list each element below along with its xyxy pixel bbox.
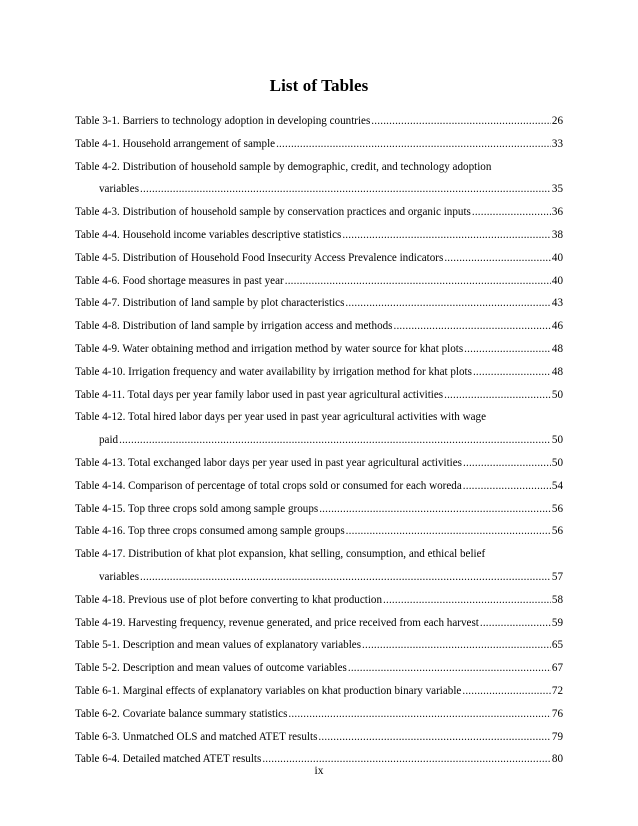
toc-entry-title: Table 4-3. Distribution of household sample by conservation practices and organic inputs [75,206,471,219]
toc-entry[interactable] [75,406,563,452]
toc-entry-line [75,292,563,315]
toc-entry-title-continuation: paid [99,434,119,447]
toc-entry-line [75,178,563,201]
dot-leader [345,292,550,315]
toc-entry-line [75,270,563,293]
toc-entry-page: 80 [551,753,563,766]
toc-entry-title: Table 6-2. Covariate balance summary statistics [75,707,288,720]
toc-entry-line [75,133,563,156]
dot-leader [444,384,551,407]
dot-leader [348,657,551,680]
toc-entry-title: Table 3-1. Barriers to technology adoption in developing countries [75,115,371,127]
toc-entry[interactable] [75,589,563,612]
toc-entry-page: 67 [551,662,563,675]
toc-entry-title: Table 6-3. Unmatched OLS and matched ATET results [75,730,318,743]
toc-entry-title: Table 4-15. Top three crops sold among sample groups [75,502,319,515]
toc-entry[interactable] [75,292,563,315]
toc-entry-title: Table 4-9. Water obtaining method and irrigation method by water source for khat plots [75,342,464,355]
toc-entry-title: Table 4-7. Distribution of land sample by plot characteristics [75,297,345,310]
toc-entry-page: 50 [551,388,563,401]
dot-leader [140,178,551,201]
toc-entry[interactable] [75,612,563,635]
toc-entry-page: 50 [551,456,563,469]
toc-entry[interactable] [75,224,563,247]
toc-entry-page: 46 [551,320,563,333]
toc-entry-title: Table 4-1. Household arrangement of sample [75,137,276,150]
toc-entry[interactable] [75,543,563,589]
toc-entry-line [75,589,563,612]
toc-entry-line [75,657,563,680]
toc-entry[interactable] [75,133,563,156]
toc-entry-line [75,566,563,589]
dot-leader [276,133,551,156]
toc-entry[interactable] [75,156,563,202]
toc-entry[interactable] [75,315,563,338]
toc-entry-title: Table 6-1. Marginal effects of explanatory variables on khat production binary variable [75,684,462,697]
toc-entry-line [75,612,563,635]
dot-leader [342,224,551,247]
toc-entry-page: 58 [551,593,563,606]
toc-entry-title-continuation: variables [99,183,140,196]
dot-leader [319,498,551,521]
toc-entry[interactable] [75,680,563,703]
toc-entry-title: Table 4-11. Total days per year family labor used in past year agricultural activities [75,388,444,401]
dot-leader [318,726,551,749]
toc-entry[interactable] [75,110,563,133]
toc-entry[interactable] [75,338,563,361]
toc-entry-page: 48 [551,342,563,355]
dot-leader [444,247,551,270]
toc-entry-title: Table 4-17. Distribution of khat plot expansion, khat selling, consumption, and ethical belief [75,548,486,561]
toc-entry-title: Table 5-2. Description and mean values of outcome variables [75,662,347,675]
toc-entry-line [75,315,563,338]
toc-entry[interactable] [75,634,563,657]
toc-entry-page: 59 [551,616,563,629]
toc-entry-title: Table 4-13. Total exchanged labor days per year used in past year agricultural activities [75,456,462,469]
toc-entry-page: 33 [551,137,563,150]
dot-leader [393,315,550,338]
page-title: List of Tables [269,76,369,95]
toc-entry-page: 48 [551,365,563,378]
toc-entry[interactable] [75,475,563,498]
toc-entry-page: 76 [551,707,563,720]
toc-entry-line [75,429,563,452]
toc-entry[interactable] [75,384,563,407]
toc-entry-line [75,452,563,475]
toc-entry-line [75,224,563,247]
dot-leader [383,589,551,612]
toc-entry-line [75,247,563,270]
toc-entry-line [75,361,563,384]
dot-leader [288,703,551,726]
dot-leader [119,429,551,452]
toc-entry-title: Table 4-6. Food shortage measures in past year [75,274,284,287]
toc-entry-title: Table 4-12. Total hired labor days per year used in past year agricultural activities with wage [75,411,487,424]
dot-leader [463,452,551,475]
toc-entry-page: 40 [551,274,563,287]
toc-entry-page: 50 [551,434,563,447]
toc-entry[interactable] [75,726,563,749]
toc-entry-line [75,475,563,498]
toc-entry[interactable] [75,657,563,680]
toc-entry-title: Table 6-4. Detailed matched ATET results [75,753,262,766]
dot-leader [462,680,551,703]
toc-entry-page: 72 [551,684,563,697]
toc-entry-title: Table 4-18. Previous use of plot before converting to khat production [75,593,383,606]
toc-entry-title: Table 4-4. Household income variables descriptive statistics [75,228,342,241]
table-list [75,110,563,771]
toc-entry-page: 38 [551,228,563,241]
toc-entry-page: 36 [551,206,563,219]
dot-leader [472,201,551,224]
toc-entry-page: 56 [551,502,563,515]
dot-leader [463,475,551,498]
toc-entry-title: Table 4-5. Distribution of Household Food Insecurity Access Prevalence indicators [75,251,444,264]
toc-entry-title: Table 5-1. Description and mean values of explanatory variables [75,639,362,652]
toc-entry-line [75,110,563,133]
dot-leader [346,520,551,543]
toc-entry-page: 40 [551,251,563,264]
toc-entry-title: Table 4-8. Distribution of land sample by irrigation access and methods [75,320,393,333]
toc-entry[interactable] [75,247,563,270]
page-number: ix [314,765,324,777]
toc-entry-line [75,384,563,407]
toc-entry-title-continuation: variables [99,570,140,583]
toc-entry-title: Table 4-16. Top three crops consumed among sample groups [75,525,345,538]
toc-entry-line [75,201,563,224]
dot-leader [362,634,551,657]
toc-entry[interactable] [75,498,563,521]
toc-entry-title: Table 4-14. Comparison of percentage of total crops sold or consumed for each woreda [75,479,462,492]
toc-entry-line [75,520,563,543]
toc-entry[interactable] [75,452,563,475]
toc-entry-line [75,703,563,726]
toc-entry-page: 26 [551,115,563,127]
toc-entry-line [75,498,563,521]
toc-entry-page: 35 [551,183,563,196]
toc-entry-title: Table 4-19. Harvesting frequency, revenue generated, and price received from each harvest [75,616,479,629]
toc-entry-page: 43 [551,297,563,310]
toc-entry-page: 56 [551,525,563,538]
toc-entry-page: 57 [551,570,563,583]
toc-entry-page: 79 [551,730,563,743]
toc-entry-line [75,726,563,749]
dot-leader [473,361,551,384]
dot-leader [285,270,551,293]
dot-leader [464,338,551,361]
toc-entry-page: 65 [551,639,563,652]
toc-entry[interactable] [75,703,563,726]
dot-leader [371,110,551,133]
toc-entry[interactable] [75,201,563,224]
toc-entry[interactable] [75,270,563,293]
toc-entry-line [75,634,563,657]
toc-entry-line [75,338,563,361]
toc-entry[interactable] [75,361,563,384]
dot-leader [480,612,551,635]
toc-entry-title: Table 4-2. Distribution of household sample by demographic, credit, and technology adoption [75,160,492,173]
toc-entry-line [75,680,563,703]
toc-entry-title: Table 4-10. Irrigation frequency and water availability by irrigation method for khat plots [75,365,472,378]
toc-entry[interactable] [75,520,563,543]
dot-leader [140,566,551,589]
toc-entry-page: 54 [551,479,563,492]
